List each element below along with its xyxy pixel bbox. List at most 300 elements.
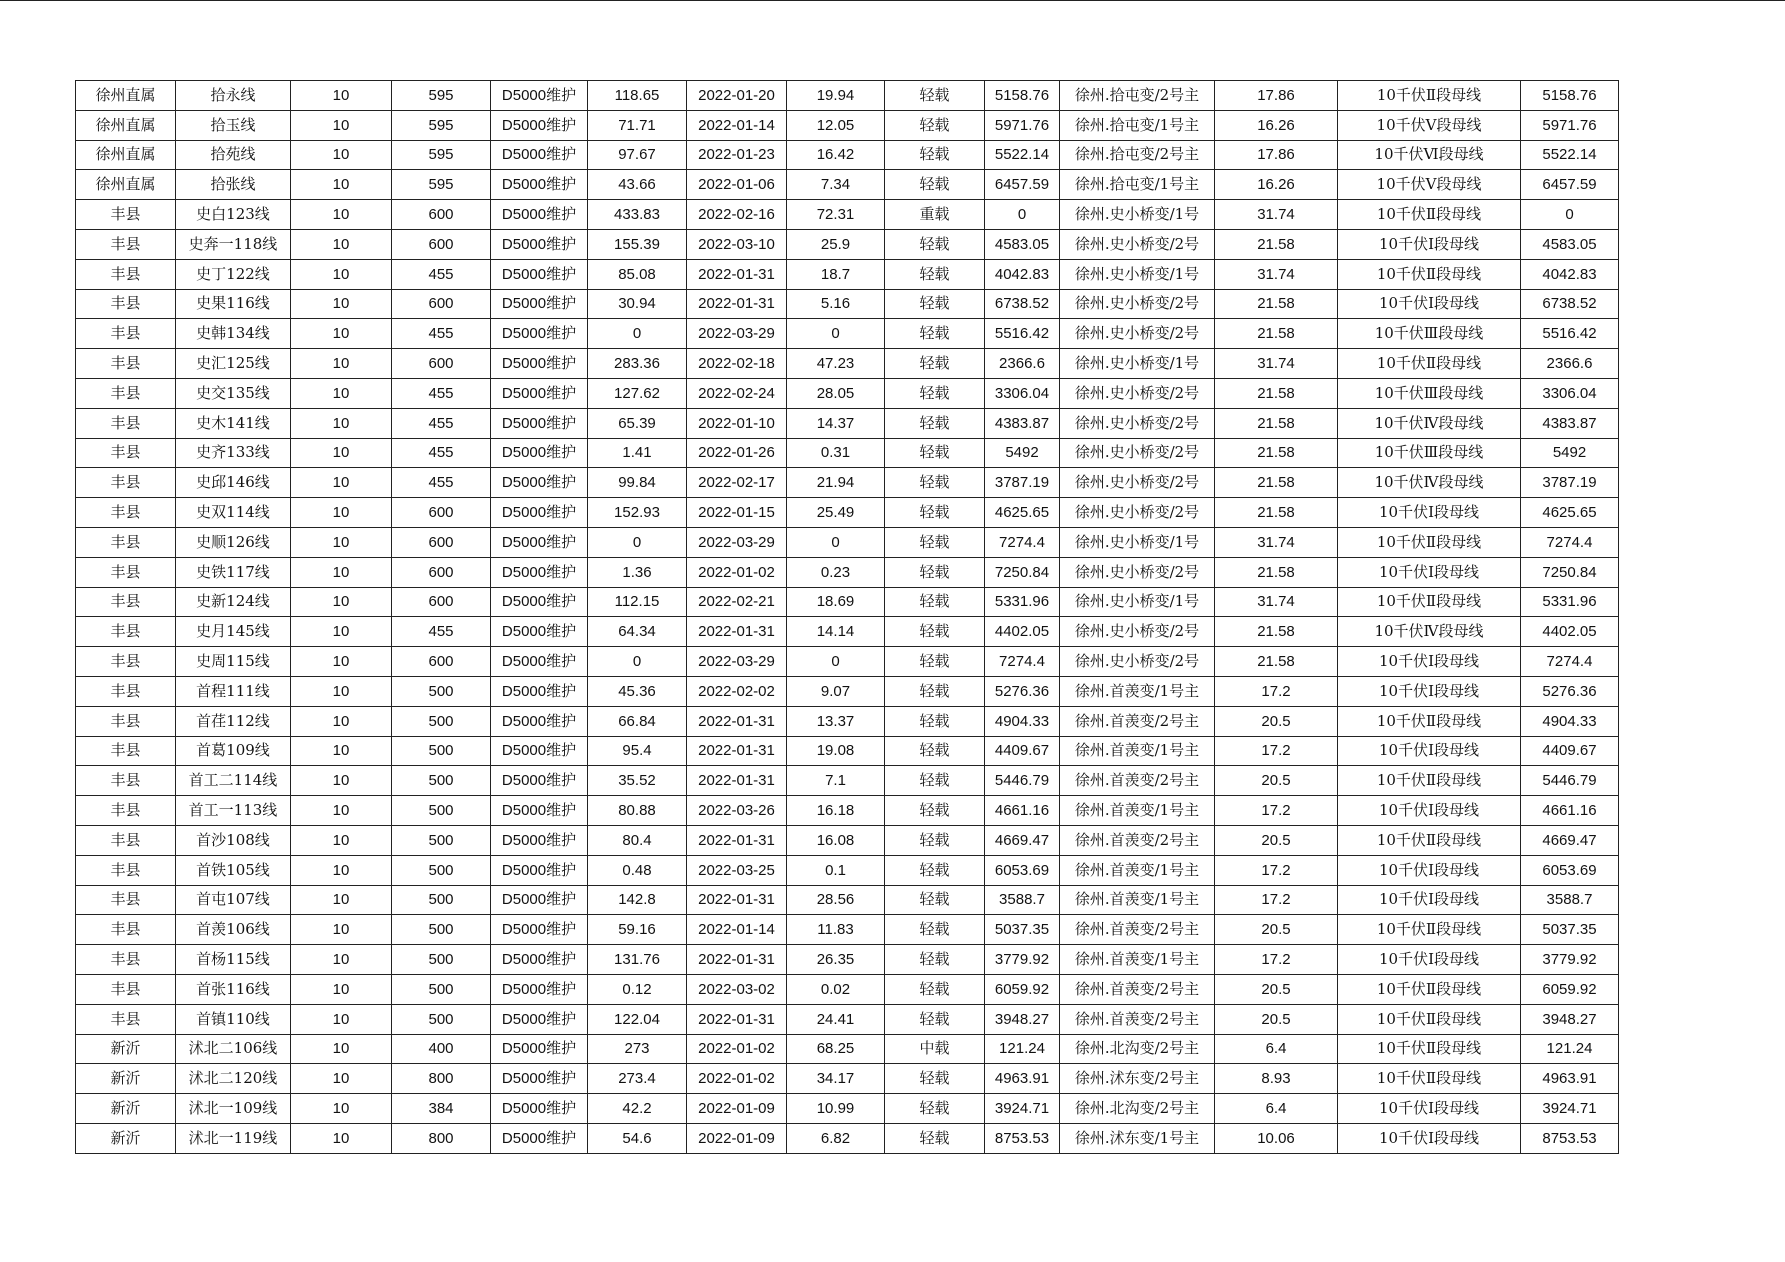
load-status-cell: 轻载 bbox=[885, 349, 985, 379]
table-row bbox=[76, 319, 1619, 349]
available-capacity-cell: 4409.67 bbox=[985, 736, 1060, 766]
date-cell: 2022-01-02 bbox=[687, 557, 787, 587]
available-capacity-cell: 5971.76 bbox=[985, 110, 1060, 140]
busbar-cell: 10千伏Ⅰ段母线 bbox=[1338, 855, 1521, 885]
load-status-cell: 轻载 bbox=[885, 706, 985, 736]
line-name-cell: 沭北二120线 bbox=[176, 1064, 291, 1094]
max-current-cell: 273 bbox=[588, 1034, 687, 1064]
transformer-cell: 徐州.史小桥变/2号 bbox=[1060, 408, 1215, 438]
load-rate-cell: 9.07 bbox=[787, 676, 885, 706]
source-system-cell: D5000维护 bbox=[491, 349, 588, 379]
voltage-cell: 10 bbox=[291, 289, 392, 319]
remaining-capacity-cell: 5276.36 bbox=[1521, 676, 1619, 706]
voltage-cell: 10 bbox=[291, 825, 392, 855]
table-row bbox=[76, 855, 1619, 885]
remaining-capacity-cell: 2366.6 bbox=[1521, 349, 1619, 379]
load-rate-cell: 19.94 bbox=[787, 81, 885, 111]
line-name-cell: 史果116线 bbox=[176, 289, 291, 319]
table-row bbox=[76, 915, 1619, 945]
line-name-cell: 沭北一109线 bbox=[176, 1094, 291, 1124]
date-cell: 2022-01-31 bbox=[687, 706, 787, 736]
source-system-cell: D5000维护 bbox=[491, 676, 588, 706]
load-rate-cell: 34.17 bbox=[787, 1064, 885, 1094]
max-current-cell: 283.36 bbox=[588, 349, 687, 379]
transformer-load-cell: 10.06 bbox=[1215, 1123, 1338, 1153]
load-rate-cell: 16.08 bbox=[787, 825, 885, 855]
max-current-cell: 42.2 bbox=[588, 1094, 687, 1124]
date-cell: 2022-03-25 bbox=[687, 855, 787, 885]
max-current-cell: 99.84 bbox=[588, 468, 687, 498]
load-status-cell: 轻载 bbox=[885, 229, 985, 259]
transformer-cell: 徐州.拾屯变/1号主 bbox=[1060, 170, 1215, 200]
table-row bbox=[76, 378, 1619, 408]
max-current-cell: 45.36 bbox=[588, 676, 687, 706]
transformer-load-cell: 21.58 bbox=[1215, 557, 1338, 587]
max-current-cell: 71.71 bbox=[588, 110, 687, 140]
available-capacity-cell: 7274.4 bbox=[985, 647, 1060, 677]
transformer-load-cell: 31.74 bbox=[1215, 259, 1338, 289]
capacity-cell: 455 bbox=[392, 319, 491, 349]
remaining-capacity-cell: 4409.67 bbox=[1521, 736, 1619, 766]
available-capacity-cell: 5522.14 bbox=[985, 140, 1060, 170]
load-rate-cell: 0 bbox=[787, 319, 885, 349]
line-name-cell: 拾张线 bbox=[176, 170, 291, 200]
load-rate-cell: 0 bbox=[787, 647, 885, 677]
max-current-cell: 433.83 bbox=[588, 200, 687, 230]
available-capacity-cell: 5492 bbox=[985, 438, 1060, 468]
remaining-capacity-cell: 3787.19 bbox=[1521, 468, 1619, 498]
capacity-cell: 455 bbox=[392, 259, 491, 289]
capacity-cell: 595 bbox=[392, 140, 491, 170]
table-row bbox=[76, 587, 1619, 617]
date-cell: 2022-01-31 bbox=[687, 825, 787, 855]
busbar-cell: 10千伏Ⅱ段母线 bbox=[1338, 349, 1521, 379]
line-name-cell: 史丁122线 bbox=[176, 259, 291, 289]
load-rate-cell: 0.1 bbox=[787, 855, 885, 885]
transformer-load-cell: 6.4 bbox=[1215, 1094, 1338, 1124]
transformer-load-cell: 16.26 bbox=[1215, 110, 1338, 140]
date-cell: 2022-01-31 bbox=[687, 945, 787, 975]
remaining-capacity-cell: 6457.59 bbox=[1521, 170, 1619, 200]
date-cell: 2022-02-24 bbox=[687, 378, 787, 408]
capacity-cell: 595 bbox=[392, 170, 491, 200]
remaining-capacity-cell: 5971.76 bbox=[1521, 110, 1619, 140]
county-cell: 丰县 bbox=[76, 438, 176, 468]
voltage-cell: 10 bbox=[291, 706, 392, 736]
transformer-cell: 徐州.史小桥变/1号 bbox=[1060, 200, 1215, 230]
load-rate-cell: 0.02 bbox=[787, 974, 885, 1004]
line-name-cell: 首葛109线 bbox=[176, 736, 291, 766]
date-cell: 2022-01-31 bbox=[687, 736, 787, 766]
voltage-cell: 10 bbox=[291, 438, 392, 468]
busbar-cell: 10千伏Ⅲ段母线 bbox=[1338, 319, 1521, 349]
remaining-capacity-cell: 3948.27 bbox=[1521, 1004, 1619, 1034]
transformer-load-cell: 17.2 bbox=[1215, 796, 1338, 826]
source-system-cell: D5000维护 bbox=[491, 229, 588, 259]
date-cell: 2022-01-31 bbox=[687, 885, 787, 915]
max-current-cell: 131.76 bbox=[588, 945, 687, 975]
voltage-cell: 10 bbox=[291, 81, 392, 111]
remaining-capacity-cell: 3588.7 bbox=[1521, 885, 1619, 915]
remaining-capacity-cell: 3924.71 bbox=[1521, 1094, 1619, 1124]
voltage-cell: 10 bbox=[291, 736, 392, 766]
transformer-load-cell: 21.58 bbox=[1215, 378, 1338, 408]
available-capacity-cell: 3924.71 bbox=[985, 1094, 1060, 1124]
line-name-cell: 史白123线 bbox=[176, 200, 291, 230]
feeder-load-table bbox=[75, 80, 1619, 1154]
transformer-cell: 徐州.首羡变/1号主 bbox=[1060, 885, 1215, 915]
source-system-cell: D5000维护 bbox=[491, 1123, 588, 1153]
available-capacity-cell: 5158.76 bbox=[985, 81, 1060, 111]
county-cell: 新沂 bbox=[76, 1034, 176, 1064]
max-current-cell: 43.66 bbox=[588, 170, 687, 200]
table-row bbox=[76, 1034, 1619, 1064]
transformer-cell: 徐州.拾屯变/2号主 bbox=[1060, 81, 1215, 111]
table-row bbox=[76, 200, 1619, 230]
load-rate-cell: 28.56 bbox=[787, 885, 885, 915]
max-current-cell: 112.15 bbox=[588, 587, 687, 617]
available-capacity-cell: 6059.92 bbox=[985, 974, 1060, 1004]
county-cell: 丰县 bbox=[76, 796, 176, 826]
table-row bbox=[76, 825, 1619, 855]
load-rate-cell: 21.94 bbox=[787, 468, 885, 498]
transformer-load-cell: 21.58 bbox=[1215, 289, 1338, 319]
max-current-cell: 0.48 bbox=[588, 855, 687, 885]
date-cell: 2022-01-31 bbox=[687, 259, 787, 289]
load-rate-cell: 25.9 bbox=[787, 229, 885, 259]
load-rate-cell: 11.83 bbox=[787, 915, 885, 945]
voltage-cell: 10 bbox=[291, 378, 392, 408]
available-capacity-cell: 4625.65 bbox=[985, 498, 1060, 528]
table-row bbox=[76, 676, 1619, 706]
line-name-cell: 首沙108线 bbox=[176, 825, 291, 855]
source-system-cell: D5000维护 bbox=[491, 825, 588, 855]
source-system-cell: D5000维护 bbox=[491, 587, 588, 617]
voltage-cell: 10 bbox=[291, 140, 392, 170]
transformer-cell: 徐州.沭东变/2号主 bbox=[1060, 1064, 1215, 1094]
load-status-cell: 轻载 bbox=[885, 438, 985, 468]
line-name-cell: 史周115线 bbox=[176, 647, 291, 677]
load-status-cell: 中载 bbox=[885, 1034, 985, 1064]
voltage-cell: 10 bbox=[291, 557, 392, 587]
load-rate-cell: 0 bbox=[787, 527, 885, 557]
voltage-cell: 10 bbox=[291, 1004, 392, 1034]
source-system-cell: D5000维护 bbox=[491, 438, 588, 468]
transformer-load-cell: 8.93 bbox=[1215, 1064, 1338, 1094]
transformer-load-cell: 20.5 bbox=[1215, 974, 1338, 1004]
remaining-capacity-cell: 3779.92 bbox=[1521, 945, 1619, 975]
date-cell: 2022-01-23 bbox=[687, 140, 787, 170]
transformer-cell: 徐州.首羡变/1号主 bbox=[1060, 945, 1215, 975]
load-rate-cell: 10.99 bbox=[787, 1094, 885, 1124]
available-capacity-cell: 4042.83 bbox=[985, 259, 1060, 289]
county-cell: 丰县 bbox=[76, 766, 176, 796]
available-capacity-cell: 0 bbox=[985, 200, 1060, 230]
county-cell: 徐州直属 bbox=[76, 170, 176, 200]
transformer-cell: 徐州.首羡变/2号主 bbox=[1060, 974, 1215, 1004]
source-system-cell: D5000维护 bbox=[491, 766, 588, 796]
busbar-cell: 10千伏Ⅰ段母线 bbox=[1338, 229, 1521, 259]
table-row bbox=[76, 766, 1619, 796]
date-cell: 2022-03-29 bbox=[687, 647, 787, 677]
busbar-cell: 10千伏Ⅰ段母线 bbox=[1338, 1123, 1521, 1153]
transformer-load-cell: 21.58 bbox=[1215, 498, 1338, 528]
county-cell: 丰县 bbox=[76, 200, 176, 230]
source-system-cell: D5000维护 bbox=[491, 647, 588, 677]
county-cell: 丰县 bbox=[76, 617, 176, 647]
capacity-cell: 600 bbox=[392, 587, 491, 617]
busbar-cell: 10千伏Ⅲ段母线 bbox=[1338, 378, 1521, 408]
voltage-cell: 10 bbox=[291, 110, 392, 140]
capacity-cell: 600 bbox=[392, 647, 491, 677]
max-current-cell: 80.4 bbox=[588, 825, 687, 855]
transformer-cell: 徐州.首羡变/1号主 bbox=[1060, 855, 1215, 885]
capacity-cell: 500 bbox=[392, 766, 491, 796]
load-status-cell: 轻载 bbox=[885, 557, 985, 587]
busbar-cell: 10千伏Ⅲ段母线 bbox=[1338, 438, 1521, 468]
transformer-cell: 徐州.史小桥变/2号 bbox=[1060, 438, 1215, 468]
load-status-cell: 轻载 bbox=[885, 766, 985, 796]
available-capacity-cell: 4583.05 bbox=[985, 229, 1060, 259]
county-cell: 丰县 bbox=[76, 945, 176, 975]
source-system-cell: D5000维护 bbox=[491, 81, 588, 111]
county-cell: 丰县 bbox=[76, 736, 176, 766]
available-capacity-cell: 2366.6 bbox=[985, 349, 1060, 379]
table-row bbox=[76, 110, 1619, 140]
busbar-cell: 10千伏Ⅴ段母线 bbox=[1338, 110, 1521, 140]
busbar-cell: 10千伏Ⅱ段母线 bbox=[1338, 587, 1521, 617]
remaining-capacity-cell: 7274.4 bbox=[1521, 527, 1619, 557]
county-cell: 丰县 bbox=[76, 706, 176, 736]
line-name-cell: 史邱146线 bbox=[176, 468, 291, 498]
source-system-cell: D5000维护 bbox=[491, 289, 588, 319]
available-capacity-cell: 3779.92 bbox=[985, 945, 1060, 975]
date-cell: 2022-01-26 bbox=[687, 438, 787, 468]
load-status-cell: 轻载 bbox=[885, 1094, 985, 1124]
available-capacity-cell: 5037.35 bbox=[985, 915, 1060, 945]
remaining-capacity-cell: 4042.83 bbox=[1521, 259, 1619, 289]
source-system-cell: D5000维护 bbox=[491, 617, 588, 647]
load-rate-cell: 0.23 bbox=[787, 557, 885, 587]
busbar-cell: 10千伏Ⅳ段母线 bbox=[1338, 468, 1521, 498]
load-status-cell: 轻载 bbox=[885, 825, 985, 855]
voltage-cell: 10 bbox=[291, 766, 392, 796]
busbar-cell: 10千伏Ⅱ段母线 bbox=[1338, 200, 1521, 230]
busbar-cell: 10千伏Ⅱ段母线 bbox=[1338, 706, 1521, 736]
available-capacity-cell: 3588.7 bbox=[985, 885, 1060, 915]
voltage-cell: 10 bbox=[291, 408, 392, 438]
table-row bbox=[76, 1123, 1619, 1153]
date-cell: 2022-01-02 bbox=[687, 1064, 787, 1094]
source-system-cell: D5000维护 bbox=[491, 170, 588, 200]
source-system-cell: D5000维护 bbox=[491, 885, 588, 915]
load-status-cell: 轻载 bbox=[885, 796, 985, 826]
available-capacity-cell: 5516.42 bbox=[985, 319, 1060, 349]
capacity-cell: 595 bbox=[392, 110, 491, 140]
transformer-cell: 徐州.首羡变/2号主 bbox=[1060, 825, 1215, 855]
transformer-cell: 徐州.史小桥变/2号 bbox=[1060, 378, 1215, 408]
table-body bbox=[76, 81, 1619, 1154]
date-cell: 2022-03-26 bbox=[687, 796, 787, 826]
voltage-cell: 10 bbox=[291, 796, 392, 826]
date-cell: 2022-01-14 bbox=[687, 110, 787, 140]
transformer-cell: 徐州.史小桥变/1号 bbox=[1060, 349, 1215, 379]
busbar-cell: 10千伏Ⅱ段母线 bbox=[1338, 527, 1521, 557]
remaining-capacity-cell: 5446.79 bbox=[1521, 766, 1619, 796]
transformer-cell: 徐州.北沟变/2号主 bbox=[1060, 1034, 1215, 1064]
max-current-cell: 142.8 bbox=[588, 885, 687, 915]
date-cell: 2022-01-31 bbox=[687, 1004, 787, 1034]
capacity-cell: 800 bbox=[392, 1064, 491, 1094]
capacity-cell: 500 bbox=[392, 796, 491, 826]
table-row bbox=[76, 647, 1619, 677]
source-system-cell: D5000维护 bbox=[491, 378, 588, 408]
source-system-cell: D5000维护 bbox=[491, 915, 588, 945]
source-system-cell: D5000维护 bbox=[491, 945, 588, 975]
line-name-cell: 首程111线 bbox=[176, 676, 291, 706]
load-status-cell: 轻载 bbox=[885, 527, 985, 557]
load-rate-cell: 26.35 bbox=[787, 945, 885, 975]
county-cell: 丰县 bbox=[76, 855, 176, 885]
county-cell: 丰县 bbox=[76, 408, 176, 438]
max-current-cell: 65.39 bbox=[588, 408, 687, 438]
transformer-cell: 徐州.首羡变/1号主 bbox=[1060, 736, 1215, 766]
line-name-cell: 史月145线 bbox=[176, 617, 291, 647]
county-cell: 丰县 bbox=[76, 885, 176, 915]
date-cell: 2022-01-09 bbox=[687, 1123, 787, 1153]
line-name-cell: 首铁105线 bbox=[176, 855, 291, 885]
available-capacity-cell: 7274.4 bbox=[985, 527, 1060, 557]
capacity-cell: 595 bbox=[392, 81, 491, 111]
remaining-capacity-cell: 7274.4 bbox=[1521, 647, 1619, 677]
available-capacity-cell: 7250.84 bbox=[985, 557, 1060, 587]
load-status-cell: 轻载 bbox=[885, 378, 985, 408]
transformer-load-cell: 6.4 bbox=[1215, 1034, 1338, 1064]
voltage-cell: 10 bbox=[291, 1064, 392, 1094]
line-name-cell: 史顺126线 bbox=[176, 527, 291, 557]
date-cell: 2022-01-15 bbox=[687, 498, 787, 528]
capacity-cell: 500 bbox=[392, 945, 491, 975]
capacity-cell: 600 bbox=[392, 527, 491, 557]
load-rate-cell: 68.25 bbox=[787, 1034, 885, 1064]
table-row bbox=[76, 945, 1619, 975]
date-cell: 2022-01-10 bbox=[687, 408, 787, 438]
date-cell: 2022-01-14 bbox=[687, 915, 787, 945]
line-name-cell: 首工二114线 bbox=[176, 766, 291, 796]
source-system-cell: D5000维护 bbox=[491, 468, 588, 498]
capacity-cell: 600 bbox=[392, 349, 491, 379]
load-status-cell: 轻载 bbox=[885, 110, 985, 140]
transformer-load-cell: 17.2 bbox=[1215, 945, 1338, 975]
load-rate-cell: 7.34 bbox=[787, 170, 885, 200]
remaining-capacity-cell: 4661.16 bbox=[1521, 796, 1619, 826]
busbar-cell: 10千伏Ⅰ段母线 bbox=[1338, 676, 1521, 706]
transformer-load-cell: 16.26 bbox=[1215, 170, 1338, 200]
remaining-capacity-cell: 0 bbox=[1521, 200, 1619, 230]
county-cell: 新沂 bbox=[76, 1123, 176, 1153]
line-name-cell: 首张116线 bbox=[176, 974, 291, 1004]
transformer-load-cell: 17.2 bbox=[1215, 855, 1338, 885]
busbar-cell: 10千伏Ⅱ段母线 bbox=[1338, 259, 1521, 289]
busbar-cell: 10千伏Ⅱ段母线 bbox=[1338, 915, 1521, 945]
busbar-cell: 10千伏Ⅰ段母线 bbox=[1338, 498, 1521, 528]
line-name-cell: 拾苑线 bbox=[176, 140, 291, 170]
capacity-cell: 500 bbox=[392, 825, 491, 855]
table-row bbox=[76, 408, 1619, 438]
available-capacity-cell: 4661.16 bbox=[985, 796, 1060, 826]
county-cell: 丰县 bbox=[76, 587, 176, 617]
voltage-cell: 10 bbox=[291, 915, 392, 945]
busbar-cell: 10千伏Ⅰ段母线 bbox=[1338, 647, 1521, 677]
remaining-capacity-cell: 4402.05 bbox=[1521, 617, 1619, 647]
load-status-cell: 轻载 bbox=[885, 1064, 985, 1094]
capacity-cell: 455 bbox=[392, 378, 491, 408]
load-status-cell: 轻载 bbox=[885, 736, 985, 766]
load-rate-cell: 47.23 bbox=[787, 349, 885, 379]
load-status-cell: 重载 bbox=[885, 200, 985, 230]
load-rate-cell: 6.82 bbox=[787, 1123, 885, 1153]
load-rate-cell: 0.31 bbox=[787, 438, 885, 468]
remaining-capacity-cell: 4963.91 bbox=[1521, 1064, 1619, 1094]
voltage-cell: 10 bbox=[291, 587, 392, 617]
table-row bbox=[76, 1094, 1619, 1124]
line-name-cell: 史奔一118线 bbox=[176, 229, 291, 259]
transformer-load-cell: 17.86 bbox=[1215, 81, 1338, 111]
date-cell: 2022-03-02 bbox=[687, 974, 787, 1004]
date-cell: 2022-03-29 bbox=[687, 319, 787, 349]
county-cell: 丰县 bbox=[76, 319, 176, 349]
table-row bbox=[76, 259, 1619, 289]
transformer-cell: 徐州.首羡变/2号主 bbox=[1060, 766, 1215, 796]
transformer-load-cell: 21.58 bbox=[1215, 617, 1338, 647]
county-cell: 丰县 bbox=[76, 915, 176, 945]
load-status-cell: 轻载 bbox=[885, 468, 985, 498]
max-current-cell: 64.34 bbox=[588, 617, 687, 647]
source-system-cell: D5000维护 bbox=[491, 140, 588, 170]
table-row bbox=[76, 885, 1619, 915]
available-capacity-cell: 6457.59 bbox=[985, 170, 1060, 200]
load-rate-cell: 18.69 bbox=[787, 587, 885, 617]
date-cell: 2022-03-10 bbox=[687, 229, 787, 259]
date-cell: 2022-03-29 bbox=[687, 527, 787, 557]
capacity-cell: 500 bbox=[392, 974, 491, 1004]
max-current-cell: 152.93 bbox=[588, 498, 687, 528]
available-capacity-cell: 5276.36 bbox=[985, 676, 1060, 706]
line-name-cell: 首荏112线 bbox=[176, 706, 291, 736]
remaining-capacity-cell: 7250.84 bbox=[1521, 557, 1619, 587]
remaining-capacity-cell: 6053.69 bbox=[1521, 855, 1619, 885]
source-system-cell: D5000维护 bbox=[491, 1094, 588, 1124]
voltage-cell: 10 bbox=[291, 676, 392, 706]
county-cell: 丰县 bbox=[76, 974, 176, 1004]
capacity-cell: 455 bbox=[392, 438, 491, 468]
load-status-cell: 轻载 bbox=[885, 587, 985, 617]
source-system-cell: D5000维护 bbox=[491, 796, 588, 826]
line-name-cell: 首屯107线 bbox=[176, 885, 291, 915]
source-system-cell: D5000维护 bbox=[491, 200, 588, 230]
line-name-cell: 史新124线 bbox=[176, 587, 291, 617]
transformer-load-cell: 21.58 bbox=[1215, 229, 1338, 259]
load-rate-cell: 13.37 bbox=[787, 706, 885, 736]
available-capacity-cell: 4963.91 bbox=[985, 1064, 1060, 1094]
capacity-cell: 600 bbox=[392, 557, 491, 587]
voltage-cell: 10 bbox=[291, 319, 392, 349]
date-cell: 2022-01-31 bbox=[687, 617, 787, 647]
line-name-cell: 首工一113线 bbox=[176, 796, 291, 826]
transformer-cell: 徐州.拾屯变/2号主 bbox=[1060, 140, 1215, 170]
transformer-cell: 徐州.沭东变/1号主 bbox=[1060, 1123, 1215, 1153]
load-rate-cell: 24.41 bbox=[787, 1004, 885, 1034]
